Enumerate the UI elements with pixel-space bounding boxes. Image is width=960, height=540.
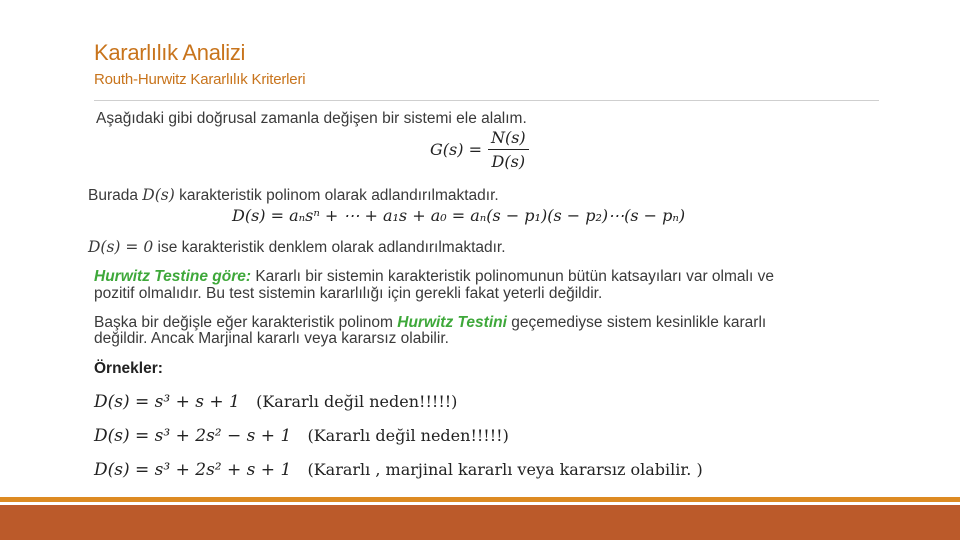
- example-3-equation: D(s) = s³ + 2s² + s + 1: [94, 460, 292, 480]
- other-line-2: değildir. Ancak Marjinal kararlı veya kararsız olabilir.: [94, 330, 449, 347]
- eq1-denominator: D(s): [491, 152, 526, 171]
- title-divider: [94, 100, 879, 101]
- char-eq-text: ise karakteristik denklem olarak adlandırılmaktadır.: [153, 239, 506, 256]
- example-2: [94, 426, 509, 446]
- hurwitz-test-highlight: Hurwitz Testini: [397, 314, 507, 331]
- slide-subtitle: Routh-Hurwitz Kararlılık Kriterleri: [94, 71, 306, 88]
- example-1-note: (Kararlı değil neden!!!!!): [256, 392, 458, 411]
- char-poly-text: karakteristik polinom olarak adlandırılmaktadır.: [174, 187, 499, 204]
- intro-line: Aşağıdaki gibi doğrusal zamanla değişen bir sistemi ele alalım.: [96, 110, 527, 127]
- example-3-note: (Kararlı , marjinal kararlı veya kararsız olabilir. ): [307, 460, 703, 479]
- eq1-fraction: [488, 128, 529, 171]
- example-3: [94, 460, 703, 480]
- footer-bar: [0, 505, 960, 540]
- other-prefix: Başka bir değişle eğer karakteristik polinom: [94, 314, 398, 331]
- examples-label: Örnekler:: [94, 360, 163, 377]
- hurwitz-line-2: pozitif olmalıdır. Bu test sistemin kararlılığı için gerekli fakat yeterli değildir.: [94, 285, 603, 302]
- char-eq-line: [88, 238, 506, 257]
- char-poly-line: [88, 186, 499, 205]
- hurwitz-text-1: Kararlı bir sistemin karakteristik polinomunun bütün katsayıları var olmalı ve: [251, 268, 774, 285]
- hurwitz-line-1: [94, 268, 774, 286]
- example-2-equation: D(s) = s³ + 2s² − s + 1: [94, 426, 292, 446]
- eq1-numerator: N(s): [488, 128, 529, 150]
- example-1: [94, 392, 457, 412]
- example-2-note: (Kararlı değil neden!!!!!): [307, 426, 509, 445]
- char-poly-equation: D(s) = aₙsⁿ + ⋯ + a₁s + a₀ = aₙ(s − p₁)(s − p₂)⋯(s − pₙ): [232, 206, 686, 225]
- eq1-lhs: G(s) =: [430, 140, 482, 159]
- char-poly-prefix: Burada: [88, 187, 143, 204]
- footer-accent-stripe: [0, 497, 960, 502]
- transfer-function-equation: [430, 128, 529, 171]
- hurwitz-label: Hurwitz Testine göre:: [94, 268, 252, 285]
- char-eq-symbol: D(s) = 0: [88, 238, 154, 256]
- other-suffix: geçemediyse sistem kesinlikle kararlı: [506, 314, 767, 331]
- slide-title: Kararlılık Analizi: [94, 40, 246, 65]
- example-1-equation: D(s) = s³ + s + 1: [94, 392, 240, 412]
- char-poly-symbol: D(s): [142, 186, 175, 204]
